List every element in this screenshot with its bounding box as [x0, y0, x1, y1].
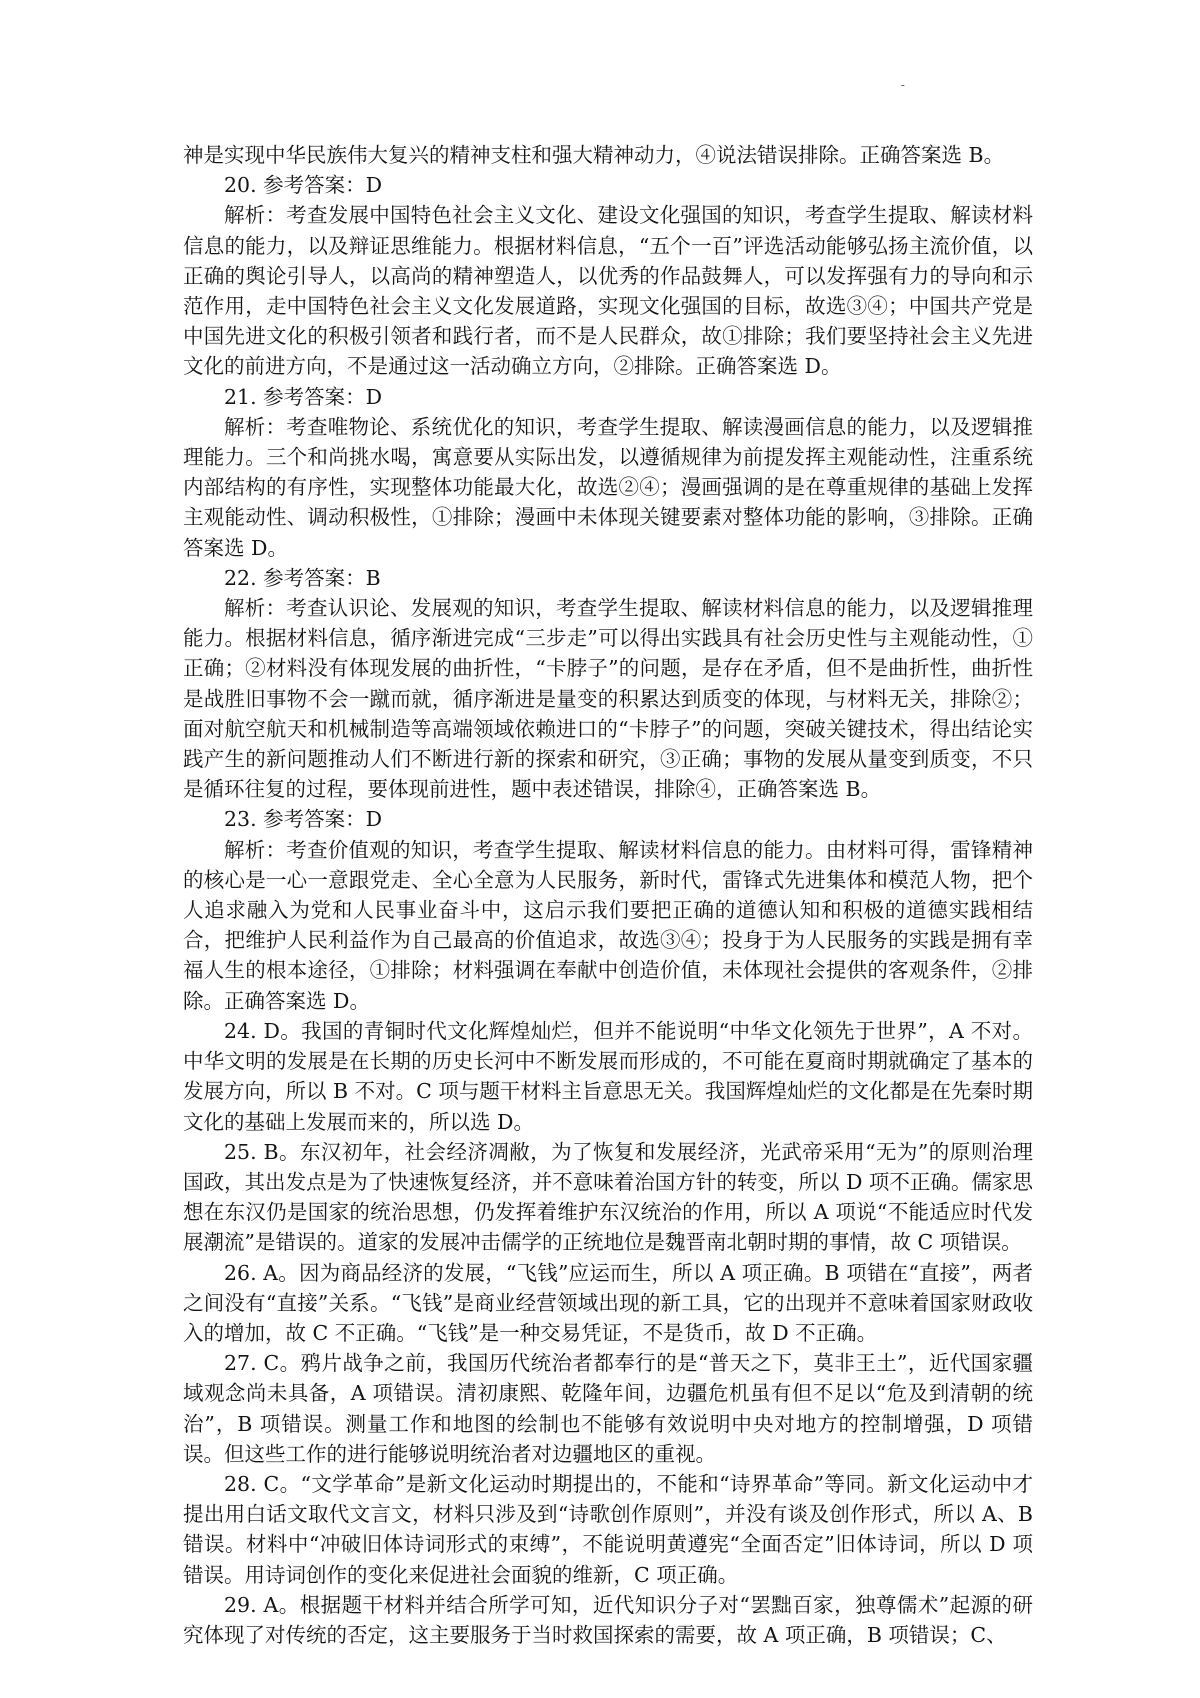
answer-23-heading: 23. 参考答案：D: [224, 807, 383, 832]
answer-20-analysis: 解析：考查发展中国特色社会主义文化、建设文化强国的知识，考查学生提取、解读材料信息的能力，以及辩证思维能力。根据材料信息，“五个一百”评选活动能够弘扬主流价值，以正确的舆论引导人，以高尚的精神塑造人，以优秀的作品鼓舞人，可以发挥强有力的导向和示范作用，走中国特色社会主义文化发展道路，实现文化强国的目标，故选③④；中国共产党是中国先进文化的积极引领者和践行者，而不是人民群众，故①排除；我们要坚持社会主义先进文化的前进方向，不是通过这一活动确立方向，②排除。正确答案选 D。: [183, 203, 1033, 379]
answer-25: 25. B。东汉初年，社会经济凋敝，为了恢复和发展经济，光武帝采用“无为”的原则治理国政，其出发点是为了快速恢复经济，并不意味着治国方针的转变，所以 D 项不正确。儒家思想在东汉仍是国家的统治思想，仍发挥着维护东汉统治的作用，所以 A 项说“不能适应时代发展潮流”是错误的。道家的发展冲击儒学的正统地位是魏晋南北朝时期的事情，故 C 项错误。: [183, 1139, 1033, 1255]
answer-22-heading: 22. 参考答案：B: [224, 565, 381, 590]
answer-23-analysis: 解析：考查价值观的知识，考查学生提取、解读材料信息的能力。由材料可得，雷锋精神的核心是一心一意跟党走、全心全意为人民服务，新时代，雷锋式先进集体和模范人物，把个人追求融入为党和人民事业奋斗中，这启示我们要把正确的道德认知和积极的道德实践相结合，把维护人民利益作为自己最高的价值追求，故选③④；投身于为人民服务的实践是拥有幸福人生的根本途径，①排除；材料强调在奉献中创造价值，未体现社会提供的客观条件，②排除。正确答案选 D。: [183, 837, 1033, 1013]
answer-29: 29. A。根据题干材料并结合所学可知，近代知识分子对“罢黜百家，独尊儒术”起源的研究体现了对传统的否定，这主要服务于当时救国探索的需要，故 A 项正确，B 项错误；C、: [183, 1592, 1033, 1647]
answer-20-heading: 20. 参考答案：D: [224, 173, 383, 198]
answer-22-analysis: 解析：考查认识论、发展观的知识，考查学生提取、解读材料信息的能力，以及逻辑推理能力。根据材料信息，循序渐进完成“三步走”可以得出实践具有社会历史性与主观能动性，①正确；②材料没有体现发展的曲折性，“卡脖子”的问题，是存在矛盾，但不是曲折性，曲折性是战胜旧事物不会一蹴而就，循序渐进是量变的积累达到质变的体现，与材料无关，排除②；面对航空航天和机械制造等高端领域依赖进口的“卡脖子”的问题，突破关键技术，得出结论实践产生的新问题推动人们不断进行新的探索和研究，③正确；事物的发展从量变到质变，不只是循环往复的过程，要体现前进性，题中表述错误，排除④，正确答案选 B。: [183, 596, 1033, 802]
answer-26: 26. A。因为商品经济的发展，“飞钱”应运而生，所以 A 项正确。B 项错在“直接”，两者之间没有“直接”关系。“飞钱”是商业经营领域出现的新工具，它的出现并不意味着国家财政收入的增加，故 C 不正确。“飞钱”是一种交易凭证，不是货币，故 D 不正确。: [183, 1260, 1033, 1345]
answer-explanations: [183, 140, 1033, 1650]
answer-21-heading: 21. 参考答案：D: [224, 384, 383, 409]
answer-24: 24. D。我国的青铜时代文化辉煌灿烂，但并不能说明“中华文化领先于世界”，A 不对。中华文明的发展是在长期的历史长河中不断发展而形成的，不可能在夏商时期就确定了基本的发展方向，所以 B 不对。C 项与题干材料主旨意思无关。我国辉煌灿烂的文化都是在先秦时期文化的基础上发展而来的，所以选 D。: [183, 1018, 1033, 1134]
answer-27: 27. C。鸦片战争之前，我国历代统治者都奉行的是“普天之下，莫非王土”，近代国家疆域观念尚未具备，A 项错误。清初康熙、乾隆年间，边疆危机虽有但不足以“危及到清朝的统治”，B 项错误。测量工作和地图的绘制也不能够有效说明中央对地方的控制增强，D 项错误。但这些工作的进行能够说明统治者对边疆地区的重视。: [183, 1351, 1033, 1466]
answer-28: 28. C。“文学革命”是新文化运动时期提出的，不能和“诗界革命”等同。新文化运动中才提出用白话文取代文言文，材料只涉及到“诗歌创作原则”，并没有谈及创作形式，所以 A、B 错误。材料中“冲破旧体诗词形式的束缚”，不能说明黄遵宪“全面否定”旧体诗词，所以 D 项错误。用诗词创作的变化来促进社会面貌的维新，C 项正确。: [183, 1471, 1033, 1587]
corner-mark: -: [900, 78, 905, 92]
answer-21-analysis: 解析：考查唯物论、系统优化的知识，考查学生提取、解读漫画信息的能力，以及逻辑推理能力。三个和尚挑水喝，寓意要从实际出发，以遵循规律为前提发挥主观能动性，注重系统内部结构的有序性，实现整体功能最大化，故选②④；漫画强调的是在尊重规律的基础上发挥主观能动性、调动积极性，①排除；漫画中未体现关键要素对整体功能的影响，③排除。正确答案选 D。: [183, 414, 1033, 560]
paragraph-continued: 神是实现中华民族伟大复兴的精神支柱和强大精神动力，④说法错误排除。正确答案选 B。: [183, 143, 1005, 167]
